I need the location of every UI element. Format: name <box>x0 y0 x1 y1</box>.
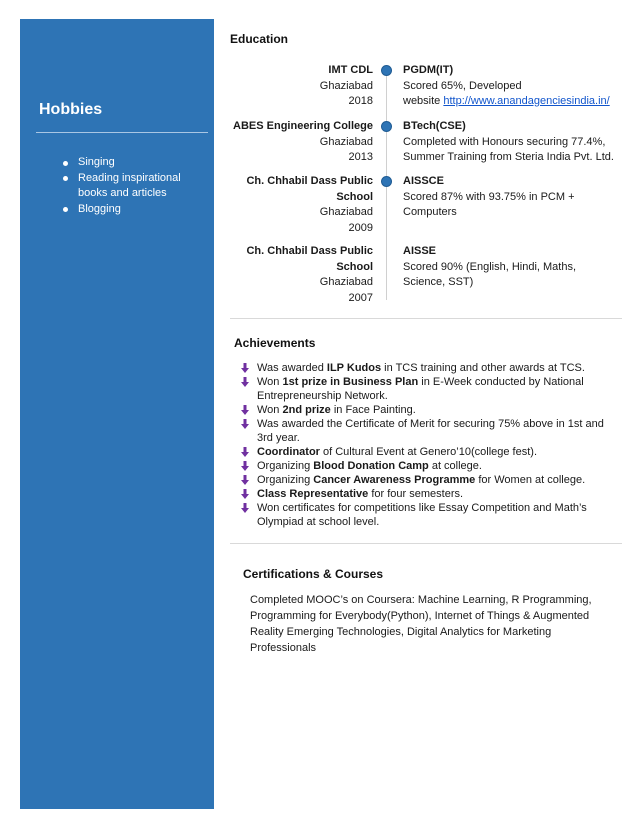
achievement-bold: Cancer Awareness Programme <box>313 474 476 486</box>
year: 2013 <box>348 151 373 163</box>
hobby-item: Blogging <box>60 202 210 218</box>
achievement-text: Won certificates for competitions like Essay Competition and Math’s Olympiad at school level. <box>257 502 587 528</box>
timeline-dot-icon <box>381 65 392 76</box>
degree: PGDM(IT) <box>403 64 454 76</box>
degree: AISSCE <box>403 175 444 187</box>
education-left <box>230 63 373 110</box>
city: Ghaziabad <box>319 135 373 148</box>
arrow-bullet-icon <box>240 363 250 373</box>
achievement-item <box>240 375 620 403</box>
certifications-text: Completed MOOC’s on Coursera: Machine Learning, R Programming, Programming for Everybody(Python), Internet of Things & Augmented Reality Emerging Technologies, Digital Analytics for Marketing Professionals <box>250 594 592 654</box>
arrow-bullet-icon <box>240 447 250 457</box>
hobbies-list <box>60 155 210 217</box>
achievement-text: Organizing <box>257 474 314 486</box>
achievement-bold: Blood Donation Camp <box>313 460 429 472</box>
detail-text: Scored 65%, Developed website <box>403 79 522 107</box>
city: Ghaziabad <box>319 276 373 288</box>
achievement-item <box>240 417 620 445</box>
city: Ghaziabad <box>319 79 373 92</box>
institution: Ch. Chhabil Dass Public School <box>246 245 373 273</box>
achievement-text: Was awarded the Certificate of Merit for securing 75% above in 1st and 3rd year. <box>257 418 604 444</box>
education-left <box>230 174 373 236</box>
achievement-item <box>240 445 620 459</box>
institution: IMT CDL <box>328 64 373 76</box>
achievement-text: for Women at college. <box>475 474 586 486</box>
arrow-bullet-icon <box>240 503 250 513</box>
achievement-text: for four semesters. <box>368 488 464 500</box>
year: 2007 <box>348 291 373 304</box>
achievement-item <box>240 501 620 529</box>
achievement-item <box>240 361 620 375</box>
sidebar <box>20 19 214 809</box>
detail: Scored 87% with 93.75% in PCM + Computers <box>403 190 575 218</box>
arrow-bullet-icon <box>240 377 250 387</box>
education-left <box>230 119 373 166</box>
education-right <box>403 174 615 221</box>
hobby-item: Singing <box>60 155 210 171</box>
achievement-bold: ILP Kudos <box>326 362 382 374</box>
website-link[interactable]: http://www.anandagenciesindia.in/ <box>443 95 610 107</box>
section-divider <box>230 318 622 319</box>
arrow-bullet-icon <box>240 419 250 429</box>
achievement-bold: Coordinator <box>257 446 320 458</box>
education-right <box>403 119 615 166</box>
arrow-bullet-icon <box>240 475 250 485</box>
timeline-dot-icon <box>381 121 392 132</box>
arrow-bullet-icon <box>240 405 250 415</box>
degree: BTech(CSE) <box>403 120 466 132</box>
section-divider <box>230 543 622 544</box>
certifications-title: Certifications & Courses <box>243 567 384 581</box>
education-right <box>403 63 615 110</box>
year: 2009 <box>348 221 373 234</box>
education-left <box>230 244 373 306</box>
achievement-bold: 2nd prize <box>282 404 331 416</box>
achievement-item <box>240 487 620 501</box>
detail: Scored 90% (English, Hindi, Maths, Science, SST) <box>403 260 577 288</box>
achievement-bold: Class Representative <box>257 488 369 500</box>
achievements-list <box>240 361 620 529</box>
hobbies-divider <box>36 132 208 133</box>
achievement-text: Was awarded <box>257 362 327 374</box>
achievement-text: Organizing <box>257 460 314 472</box>
hobby-item: Reading inspirational books and articles <box>60 171 210 202</box>
achievements-title: Achievements <box>234 336 316 350</box>
detail: Completed with Honours securing 77.4%, Summer Training from Steria India Pvt. Ltd. <box>403 135 614 163</box>
achievement-item <box>240 473 620 487</box>
achievement-text: Won <box>257 376 283 388</box>
education-title: Education <box>230 32 289 46</box>
city: Ghaziabad <box>319 206 373 218</box>
achievement-text: in Face Painting. <box>330 404 416 416</box>
achievement-item <box>240 459 620 473</box>
achievement-text: in TCS training and other awards at TCS. <box>381 362 585 374</box>
arrow-bullet-icon <box>240 489 250 499</box>
achievement-text: of Cultural Event at Genero’10(college fest). <box>319 446 538 458</box>
achievement-item <box>240 403 620 417</box>
education-right <box>403 244 615 291</box>
institution: Ch. Chhabil Dass Public School <box>246 175 373 203</box>
institution: ABES Engineering College <box>233 120 373 132</box>
detail <box>403 79 615 110</box>
achievement-bold: 1st prize in Business Plan <box>282 376 419 388</box>
achievement-text: Won <box>257 404 283 416</box>
hobbies-title: Hobbies <box>39 101 103 118</box>
timeline-dot-icon <box>381 176 392 187</box>
year: 2018 <box>348 95 373 107</box>
achievement-text: in E-Week conducted by National Entrepreneurship Network. <box>257 376 584 402</box>
arrow-bullet-icon <box>240 461 250 471</box>
degree: AISSE <box>403 245 437 257</box>
achievement-text: at college. <box>428 460 482 472</box>
